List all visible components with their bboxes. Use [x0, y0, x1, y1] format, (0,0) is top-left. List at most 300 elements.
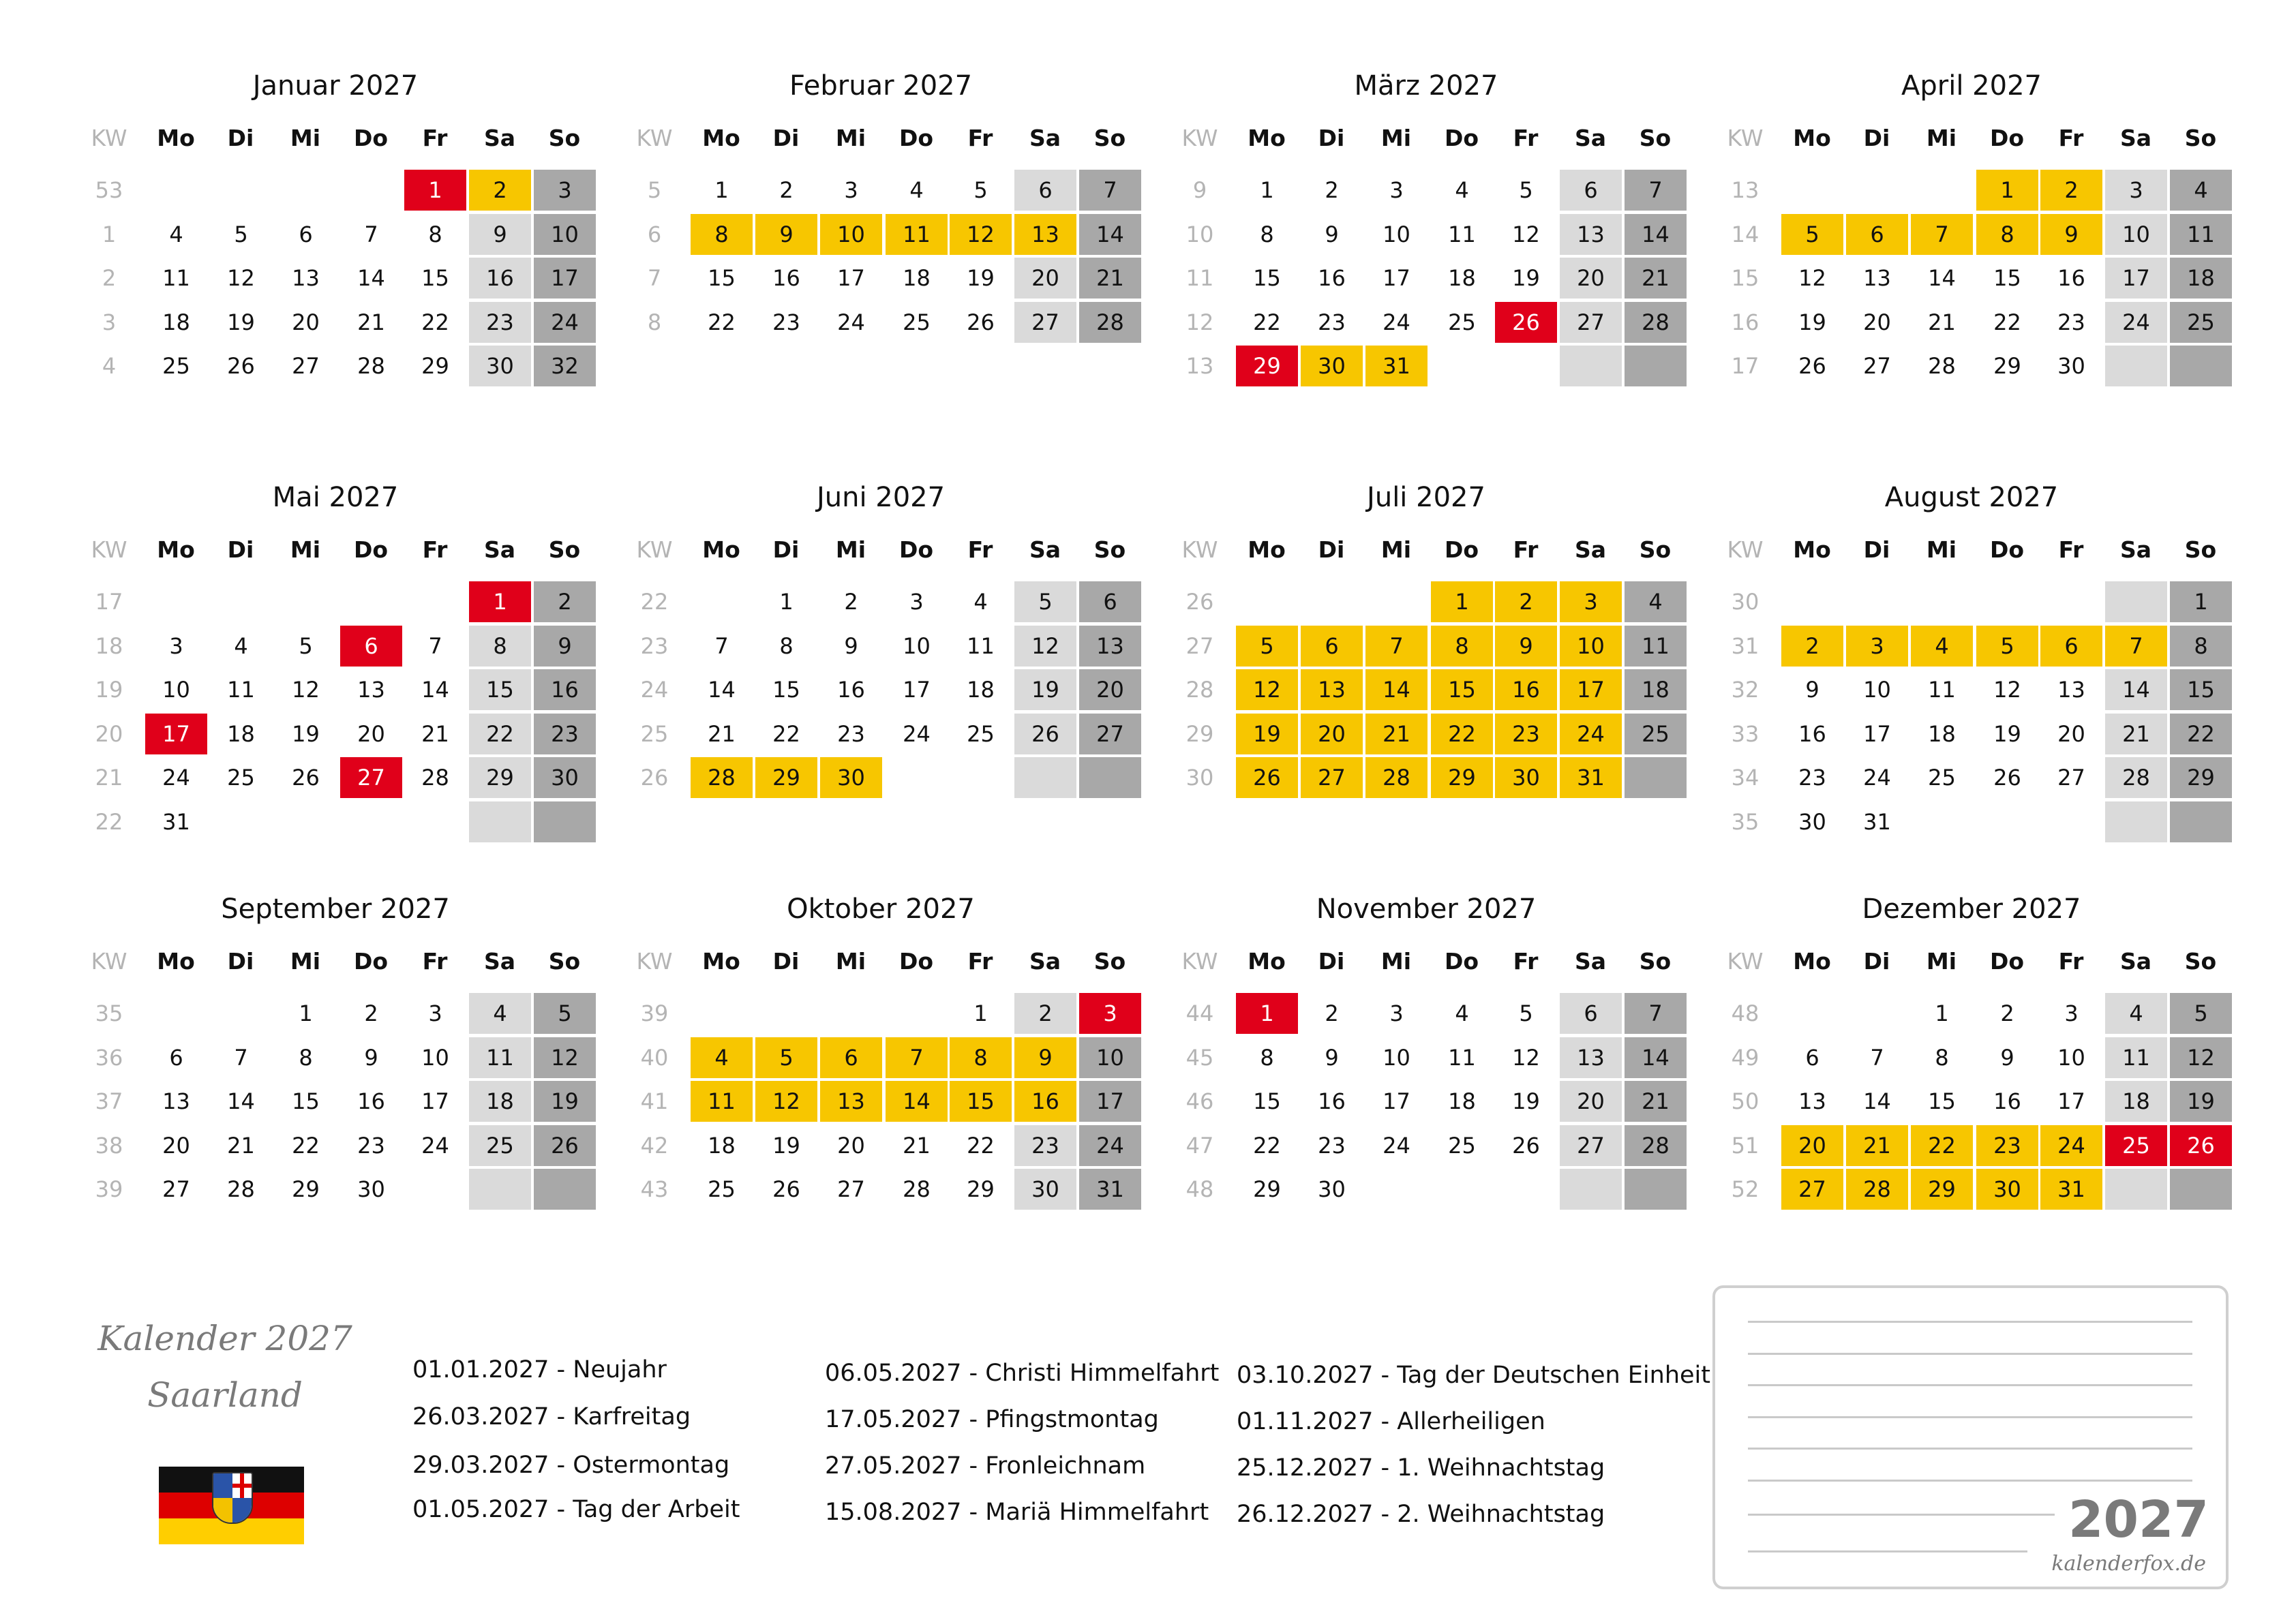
day-cell: 13 — [1863, 265, 1891, 291]
saturday-cell: 6 — [1014, 170, 1076, 211]
month-title: Oktober 2027 — [787, 893, 975, 925]
day-cell: 8 — [1260, 1044, 1274, 1071]
week-row — [624, 257, 1138, 299]
sunday-cell: 17 — [534, 258, 596, 299]
week-row — [78, 713, 592, 755]
sunday-cell — [2170, 1169, 2232, 1210]
sunday-cell: 32 — [534, 346, 596, 386]
week-number: 16 — [1731, 309, 1759, 335]
day-cell: 17 — [421, 1088, 449, 1114]
day-cell: 17 — [1383, 265, 1410, 291]
day-cell: 21 — [421, 720, 449, 747]
weekday-header-row — [1715, 121, 2229, 155]
weekday-header: Do — [898, 536, 934, 563]
school-vacation-day-cell: 26 — [1236, 757, 1298, 798]
day-cell: 8 — [299, 1044, 313, 1071]
school-vacation-day-cell: 15 — [1431, 669, 1493, 710]
week-row — [78, 581, 592, 623]
weekday-header: So — [2184, 125, 2217, 151]
school-vacation-day-cell: 16 — [1014, 1081, 1076, 1122]
weekday-header: So — [1639, 948, 1672, 975]
saturday-cell: 6 — [1560, 993, 1622, 1034]
germany-flag-icon — [159, 1467, 304, 1544]
day-cell: 26 — [1798, 353, 1826, 379]
day-cell: 14 — [708, 677, 736, 703]
day-cell: 16 — [1798, 720, 1826, 747]
day-cell: 2 — [2000, 1000, 2014, 1026]
weekday-header: Fr — [2058, 125, 2084, 151]
week-number: 31 — [1731, 632, 1759, 659]
holiday-item: 27.05.2027 - Fronleichnam — [825, 1452, 1146, 1480]
week-row — [78, 169, 592, 211]
school-vacation-day-cell: 9 — [1495, 626, 1557, 667]
saturday-cell: 12 — [1014, 626, 1076, 667]
week-number: 7 — [647, 265, 662, 291]
saturday-cell: 30 — [1014, 1169, 1076, 1210]
holiday-day-cell: 29 — [1236, 346, 1298, 386]
day-cell: 12 — [1798, 265, 1826, 291]
brand-logo-text: kalenderfox.de — [2051, 1552, 2206, 1576]
weekday-header: Mi — [290, 125, 321, 151]
weekday-header-row — [1715, 533, 2229, 567]
weekday-header: Mi — [1926, 948, 1957, 975]
week-row — [624, 169, 1138, 211]
sunday-cell: 21 — [1625, 258, 1687, 299]
day-cell: 24 — [162, 765, 190, 791]
weekday-header-row — [624, 533, 1138, 567]
day-cell: 18 — [1448, 265, 1476, 291]
weekday-header: Sa — [2119, 125, 2152, 151]
school-vacation-day-cell: 10 — [1560, 626, 1622, 667]
weekday-header: So — [2184, 948, 2217, 975]
saturday-cell: 19 — [1014, 669, 1076, 710]
weekday-header: Fr — [967, 948, 993, 975]
week-row — [1169, 1168, 1683, 1210]
weekday-header: Do — [1989, 536, 2025, 563]
saturday-cell — [2105, 801, 2167, 842]
holiday-item: 15.08.2027 - Mariä Himmelfahrt — [825, 1499, 1209, 1526]
saturday-cell: 15 — [469, 669, 531, 710]
day-cell: 15 — [1253, 265, 1281, 291]
day-cell: 28 — [421, 765, 449, 791]
saturday-cell — [1560, 346, 1622, 386]
week-number: 40 — [640, 1044, 669, 1071]
school-vacation-day-cell: 12 — [755, 1081, 817, 1122]
weekday-header: Mi — [1380, 948, 1412, 975]
day-cell: 5 — [973, 177, 988, 203]
day-cell: 23 — [772, 309, 800, 335]
day-cell: 30 — [1318, 1176, 1346, 1202]
weekday-header: Di — [772, 536, 800, 563]
saturday-cell — [1014, 757, 1076, 798]
sunday-cell: 4 — [1625, 581, 1687, 622]
week-row — [78, 992, 592, 1035]
week-row — [1715, 1124, 2229, 1167]
weekday-header-row — [78, 533, 592, 567]
school-vacation-day-cell: 14 — [886, 1081, 948, 1122]
week-number: 30 — [1731, 589, 1759, 615]
day-cell: 2 — [844, 589, 858, 615]
calendar-title: Kalender 2027 — [97, 1319, 352, 1358]
school-vacation-day-cell: 7 — [1911, 214, 1973, 255]
week-number: 48 — [1731, 1000, 1759, 1026]
holiday-day-cell: 1 — [404, 170, 466, 211]
day-cell: 6 — [169, 1044, 183, 1071]
weekday-header-row — [624, 121, 1138, 155]
sunday-cell: 28 — [1625, 1125, 1687, 1166]
sunday-cell: 3 — [534, 170, 596, 211]
day-cell: 15 — [1253, 1088, 1281, 1114]
week-row — [78, 669, 592, 711]
weekday-header: Mo — [157, 948, 195, 975]
day-cell: 19 — [227, 309, 255, 335]
day-cell: 13 — [292, 265, 320, 291]
day-cell: 19 — [1993, 720, 2021, 747]
saturday-cell: 27 — [1014, 302, 1076, 343]
weekday-header-row — [78, 121, 592, 155]
week-number: 38 — [95, 1132, 123, 1159]
day-cell: 11 — [1928, 677, 1956, 703]
week-row — [1169, 1037, 1683, 1079]
saturday-cell: 28 — [2105, 757, 2167, 798]
day-cell: 26 — [292, 765, 320, 791]
day-cell: 24 — [1863, 765, 1891, 791]
week-number: 45 — [1185, 1044, 1214, 1071]
week-number: 46 — [1185, 1088, 1214, 1114]
sunday-cell: 27 — [1079, 714, 1141, 754]
day-cell: 2 — [1325, 1000, 1339, 1026]
week-number: 10 — [1185, 221, 1214, 247]
day-cell: 17 — [1383, 1088, 1410, 1114]
day-cell: 23 — [1318, 1132, 1346, 1159]
school-vacation-day-cell: 9 — [1014, 1037, 1076, 1078]
week-row — [1169, 1124, 1683, 1167]
kw-header: KW — [91, 125, 127, 151]
week-number: 6 — [647, 221, 662, 247]
week-row — [624, 1037, 1138, 1079]
day-cell: 28 — [227, 1176, 255, 1202]
saturday-cell: 16 — [469, 258, 531, 299]
day-cell: 3 — [428, 1000, 442, 1026]
saturday-cell: 20 — [1014, 258, 1076, 299]
day-cell: 15 — [421, 265, 449, 291]
saturday-cell: 6 — [1560, 170, 1622, 211]
day-cell: 10 — [162, 677, 190, 703]
week-row — [78, 1037, 592, 1079]
holiday-day-cell: 3 — [1079, 993, 1141, 1034]
week-number: 28 — [1185, 677, 1214, 703]
school-vacation-day-cell: 24 — [1560, 714, 1622, 754]
day-cell: 26 — [1993, 765, 2021, 791]
school-vacation-day-cell: 12 — [1236, 669, 1298, 710]
weekday-header: Mi — [1380, 536, 1412, 563]
saturday-cell: 20 — [1560, 258, 1622, 299]
school-vacation-day-cell: 27 — [1301, 757, 1363, 798]
day-cell: 17 — [2057, 1088, 2085, 1114]
day-cell: 3 — [1389, 1000, 1404, 1026]
day-cell: 12 — [292, 677, 320, 703]
day-cell: 25 — [162, 353, 190, 379]
week-row — [78, 801, 592, 843]
week-number: 13 — [1185, 353, 1214, 379]
weekday-header: Do — [1444, 948, 1479, 975]
week-row — [1169, 345, 1683, 387]
day-cell: 23 — [2057, 309, 2085, 335]
weekday-header: Mi — [835, 536, 866, 563]
sunday-cell: 17 — [1079, 1081, 1141, 1122]
saturday-cell: 29 — [469, 757, 531, 798]
week-number: 12 — [1185, 309, 1214, 335]
day-cell: 3 — [1389, 177, 1404, 203]
day-cell: 4 — [973, 589, 988, 615]
day-cell: 29 — [292, 1176, 320, 1202]
day-cell: 6 — [1805, 1044, 1819, 1071]
school-vacation-day-cell: 5 — [1236, 626, 1298, 667]
month-title: Februar 2027 — [789, 70, 973, 102]
weekday-header-row — [1169, 121, 1683, 155]
week-number: 49 — [1731, 1044, 1759, 1071]
saturday-cell: 30 — [469, 346, 531, 386]
day-cell: 25 — [903, 309, 931, 335]
weekday-header: Mi — [1926, 125, 1957, 151]
week-row — [78, 1168, 592, 1210]
school-vacation-day-cell: 3 — [1560, 581, 1622, 622]
day-cell: 21 — [227, 1132, 255, 1159]
notes-box — [1712, 1285, 2229, 1589]
day-cell: 8 — [1935, 1044, 1949, 1071]
day-cell: 13 — [162, 1088, 190, 1114]
day-cell: 11 — [162, 265, 190, 291]
day-cell: 7 — [1870, 1044, 1884, 1071]
saturday-cell: 24 — [2105, 302, 2167, 343]
day-cell: 5 — [1519, 177, 1533, 203]
week-number: 3 — [102, 309, 117, 335]
day-cell: 19 — [292, 720, 320, 747]
week-number: 52 — [1731, 1176, 1759, 1202]
day-cell: 27 — [2057, 765, 2085, 791]
day-cell: 7 — [234, 1044, 248, 1071]
week-row — [624, 992, 1138, 1035]
week-row — [624, 1124, 1138, 1167]
week-number: 25 — [640, 720, 669, 747]
weekday-header-row — [78, 945, 592, 979]
sunday-cell: 14 — [1079, 214, 1141, 255]
weekday-header-row — [1169, 533, 1683, 567]
weekday-header: Sa — [1574, 948, 1607, 975]
weekday-header: Do — [1989, 125, 2025, 151]
week-number: 39 — [95, 1176, 123, 1202]
kw-header: KW — [91, 536, 127, 563]
sunday-cell: 24 — [1079, 1125, 1141, 1166]
holiday-day-cell: 1 — [469, 581, 531, 622]
week-row — [1169, 992, 1683, 1035]
month-title: Juni 2027 — [816, 482, 946, 513]
day-cell: 5 — [234, 221, 248, 247]
school-vacation-day-cell: 2 — [2040, 170, 2102, 211]
weekday-header: Di — [227, 948, 254, 975]
day-cell: 25 — [227, 765, 255, 791]
school-vacation-day-cell: 9 — [755, 214, 817, 255]
kw-header: KW — [1181, 125, 1218, 151]
day-cell: 9 — [364, 1044, 378, 1071]
saturday-cell: 14 — [2105, 669, 2167, 710]
day-cell: 9 — [844, 632, 858, 659]
week-number: 53 — [95, 177, 123, 203]
weekday-header: Sa — [1029, 125, 1061, 151]
day-cell: 19 — [1512, 1088, 1540, 1114]
saturday-cell: 11 — [2105, 1037, 2167, 1078]
day-cell: 18 — [162, 309, 190, 335]
day-cell: 12 — [1512, 1044, 1540, 1071]
day-cell: 4 — [1455, 1000, 1469, 1026]
sunday-cell: 25 — [1625, 714, 1687, 754]
school-vacation-day-cell: 2 — [1495, 581, 1557, 622]
holiday-day-cell: 26 — [1495, 302, 1557, 343]
day-cell: 12 — [1512, 221, 1540, 247]
week-number: 13 — [1731, 177, 1759, 203]
day-cell: 14 — [357, 265, 385, 291]
kw-header: KW — [636, 125, 673, 151]
week-number: 19 — [95, 677, 123, 703]
school-vacation-day-cell: 17 — [1560, 669, 1622, 710]
school-vacation-day-cell: 14 — [1365, 669, 1428, 710]
month-title: April 2027 — [1901, 70, 2042, 102]
day-cell: 30 — [357, 1176, 385, 1202]
sunday-cell — [1625, 757, 1687, 798]
week-row — [78, 756, 592, 799]
weekday-header: Di — [772, 948, 800, 975]
day-cell: 16 — [772, 265, 800, 291]
week-number: 30 — [1185, 765, 1214, 791]
day-cell: 1 — [973, 1000, 988, 1026]
weekday-header: Mi — [835, 125, 866, 151]
weekday-header: Fr — [967, 125, 993, 151]
week-row — [1169, 301, 1683, 343]
school-vacation-day-cell: 28 — [1365, 757, 1428, 798]
week-row — [78, 213, 592, 256]
day-cell: 19 — [1798, 309, 1826, 335]
weekday-header: Mo — [1793, 948, 1831, 975]
school-vacation-day-cell: 7 — [1365, 626, 1428, 667]
week-row — [1715, 345, 2229, 387]
day-cell: 24 — [903, 720, 931, 747]
day-cell: 6 — [299, 221, 313, 247]
school-vacation-day-cell: 7 — [2105, 626, 2167, 667]
month-title: November 2027 — [1316, 893, 1537, 925]
week-number: 37 — [95, 1088, 123, 1114]
day-cell: 18 — [1448, 1088, 1476, 1114]
day-cell: 8 — [428, 221, 442, 247]
day-cell: 20 — [292, 309, 320, 335]
week-number: 4 — [102, 353, 117, 379]
holiday-item: 25.12.2027 - 1. Weihnachtstag — [1237, 1454, 1605, 1482]
school-vacation-day-cell: 5 — [755, 1037, 817, 1078]
school-vacation-day-cell: 30 — [1976, 1169, 2038, 1210]
kw-header: KW — [1181, 536, 1218, 563]
week-number: 34 — [1731, 765, 1759, 791]
weekday-header: Mo — [702, 536, 740, 563]
sunday-cell: 2 — [534, 581, 596, 622]
saturday-cell: 20 — [1560, 1081, 1622, 1122]
day-cell: 22 — [1253, 309, 1281, 335]
day-cell: 14 — [1863, 1088, 1891, 1114]
weekday-header: Di — [1318, 125, 1345, 151]
saturday-cell: 18 — [469, 1081, 531, 1122]
weekday-header: Fr — [1513, 536, 1539, 563]
sunday-cell: 8 — [2170, 626, 2232, 667]
week-row — [1715, 713, 2229, 755]
saturday-cell: 8 — [469, 626, 531, 667]
day-cell: 16 — [357, 1088, 385, 1114]
sunday-cell: 25 — [2170, 302, 2232, 343]
day-cell: 13 — [1798, 1088, 1826, 1114]
week-row — [1169, 213, 1683, 256]
saturday-cell: 26 — [1014, 714, 1076, 754]
note-line — [1748, 1353, 2192, 1355]
day-cell: 30 — [2057, 353, 2085, 379]
week-row — [624, 213, 1138, 256]
day-cell: 13 — [2057, 677, 2085, 703]
saturday-cell — [2105, 346, 2167, 386]
day-cell: 25 — [1448, 1132, 1476, 1159]
day-cell: 2 — [779, 177, 794, 203]
sunday-cell: 22 — [2170, 714, 2232, 754]
week-number: 33 — [1731, 720, 1759, 747]
week-row — [1169, 257, 1683, 299]
kw-header: KW — [1727, 948, 1764, 975]
school-vacation-day-cell: 2 — [1781, 626, 1843, 667]
weekday-header: Sa — [483, 125, 516, 151]
day-cell: 16 — [2057, 265, 2085, 291]
weekday-header: Mi — [290, 536, 321, 563]
saturday-cell: 11 — [469, 1037, 531, 1078]
weekday-header: Di — [1318, 536, 1345, 563]
day-cell: 28 — [1928, 353, 1956, 379]
school-vacation-day-cell: 11 — [691, 1081, 753, 1122]
school-vacation-day-cell: 30 — [820, 757, 882, 798]
week-row — [1715, 801, 2229, 843]
weekday-header: Fr — [422, 125, 448, 151]
day-cell: 31 — [162, 808, 190, 835]
week-number: 22 — [95, 808, 123, 835]
school-vacation-day-cell: 28 — [691, 757, 753, 798]
school-vacation-day-cell: 5 — [1976, 626, 2038, 667]
region-title: Saarland — [147, 1375, 303, 1415]
sunday-cell: 18 — [2170, 258, 2232, 299]
school-vacation-day-cell: 22 — [1911, 1125, 1973, 1166]
week-number: 21 — [95, 765, 123, 791]
day-cell: 3 — [909, 589, 924, 615]
week-row — [1715, 756, 2229, 799]
weekday-header: Mo — [157, 536, 195, 563]
sunday-cell: 1 — [2170, 581, 2232, 622]
school-vacation-day-cell: 8 — [950, 1037, 1012, 1078]
day-cell: 4 — [1455, 177, 1469, 203]
weekday-header: Sa — [2119, 536, 2152, 563]
day-cell: 5 — [1519, 1000, 1533, 1026]
saturday-cell — [469, 1169, 531, 1210]
week-row — [624, 581, 1138, 623]
weekday-header: So — [1639, 536, 1672, 563]
school-vacation-day-cell: 31 — [2040, 1169, 2102, 1210]
week-number: 15 — [1731, 265, 1759, 291]
weekday-header: Fr — [1513, 125, 1539, 151]
kw-header: KW — [1727, 125, 1764, 151]
note-line — [1748, 1416, 2192, 1418]
week-row — [1169, 669, 1683, 711]
day-cell: 24 — [837, 309, 865, 335]
day-cell: 23 — [837, 720, 865, 747]
